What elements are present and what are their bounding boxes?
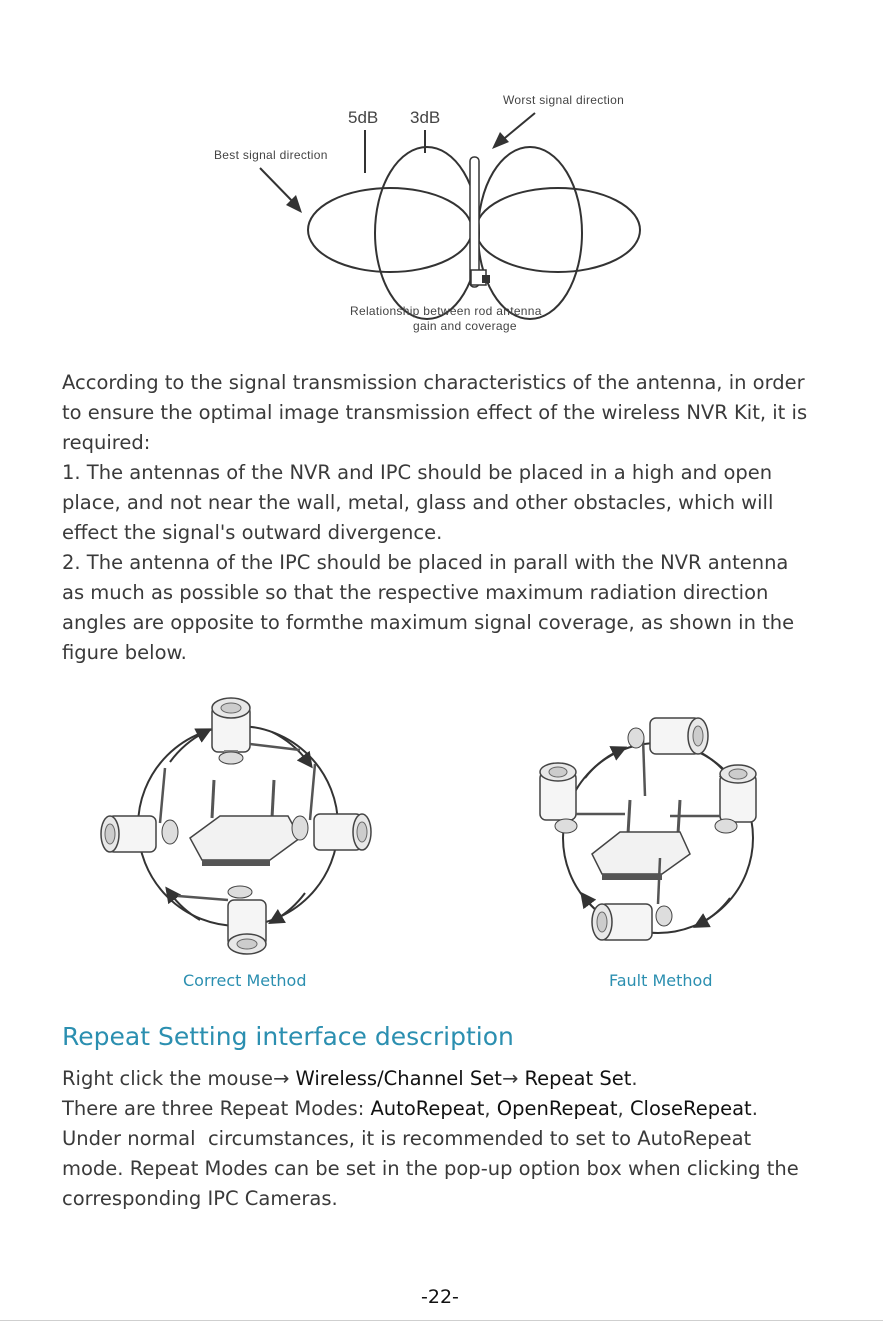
close-repeat-mode: CloseRepeat bbox=[629, 1097, 752, 1120]
label-5db: 5dB bbox=[348, 108, 379, 127]
menu-path-line bbox=[62, 1064, 832, 1094]
label-best-signal-direction: Best signal direction bbox=[214, 148, 328, 162]
right-lobe-3db bbox=[478, 147, 582, 319]
wireless-channel-set-menu: Wireless/Channel Set bbox=[295, 1067, 502, 1090]
separator: , bbox=[484, 1097, 497, 1120]
left-lobe-3db bbox=[375, 147, 479, 319]
paragraph-line: 1. The antennas of the NVR and IPC should be placed in a high and open bbox=[62, 461, 773, 484]
best-direction-arrow-icon bbox=[260, 168, 302, 213]
paragraph-line: According to the signal transmission characteristics of the antenna, in order bbox=[62, 371, 805, 394]
fault-method-figure bbox=[530, 708, 790, 958]
repeat-set-menu: Repeat Set bbox=[524, 1067, 632, 1090]
open-repeat-mode: OpenRepeat bbox=[496, 1097, 618, 1120]
menu-path-arrow: → bbox=[501, 1067, 525, 1090]
paragraph-line: required: bbox=[62, 431, 151, 454]
paragraph-line: figure below. bbox=[62, 641, 187, 664]
auto-repeat-mode: AutoRepeat bbox=[370, 1097, 485, 1120]
line-end: . bbox=[751, 1097, 758, 1120]
left-lobe-5db bbox=[308, 188, 472, 272]
paragraph-line: Under normal circumstances, it is recommended to set to AutoRepeat bbox=[62, 1127, 752, 1150]
nvr-icon bbox=[190, 780, 300, 866]
separator: , bbox=[617, 1097, 630, 1120]
label-worst-signal-direction: Worst signal direction bbox=[503, 93, 625, 107]
paragraph-line: to ensure the optimal image transmission effect of the wireless NVR Kit, it is bbox=[62, 401, 808, 424]
camera-icon bbox=[628, 718, 708, 754]
repeat-setting-paragraph bbox=[62, 1064, 832, 1214]
camera-icon bbox=[212, 698, 300, 764]
paragraph-line: angles are opposite to formthe maximum signal coverage, as shown in the bbox=[62, 611, 795, 634]
camera-icon bbox=[292, 764, 371, 850]
fault-method-caption: Fault Method bbox=[609, 971, 713, 990]
nvr-icon bbox=[592, 738, 690, 880]
requirements-paragraph bbox=[62, 368, 832, 668]
right-lobe-5db bbox=[476, 188, 640, 272]
page-number: -22- bbox=[421, 1286, 459, 1308]
label-3db: 3dB bbox=[410, 108, 441, 127]
diagram-caption-line1: Relationship between rod antenna bbox=[350, 304, 542, 318]
paragraph-line: 2. The antenna of the IPC should be placed in parall with the NVR antenna bbox=[62, 551, 789, 574]
diagram-caption-line2: gain and coverage bbox=[413, 319, 517, 333]
paragraph-line: effect the signal's outward divergence. bbox=[62, 521, 443, 544]
footer-rule bbox=[0, 1320, 883, 1321]
repeat-modes-prefix: There are three Repeat Modes: bbox=[62, 1097, 371, 1120]
correct-method-figure bbox=[100, 688, 380, 958]
rod-antenna-icon bbox=[470, 157, 490, 287]
camera-icon bbox=[178, 886, 266, 954]
menu-path-prefix: Right click the mouse→ bbox=[62, 1067, 296, 1090]
camera-icon bbox=[540, 763, 625, 833]
paragraph-line: mode. Repeat Modes can be set in the pop-up option box when clicking the bbox=[62, 1157, 799, 1180]
correct-method-caption: Correct Method bbox=[183, 971, 307, 990]
menu-path-end: . bbox=[631, 1067, 638, 1090]
repeat-modes-line bbox=[62, 1094, 832, 1124]
paragraph-line: place, and not near the wall, metal, glass and other obstacles, which will bbox=[62, 491, 774, 514]
paragraph-line: as much as possible so that the respective maximum radiation direction bbox=[62, 581, 769, 604]
camera-icon bbox=[670, 765, 756, 833]
paragraph-line: corresponding IPC Cameras. bbox=[62, 1187, 338, 1210]
section-heading: Repeat Setting interface description bbox=[62, 1022, 514, 1051]
worst-direction-arrow-icon bbox=[492, 113, 535, 149]
